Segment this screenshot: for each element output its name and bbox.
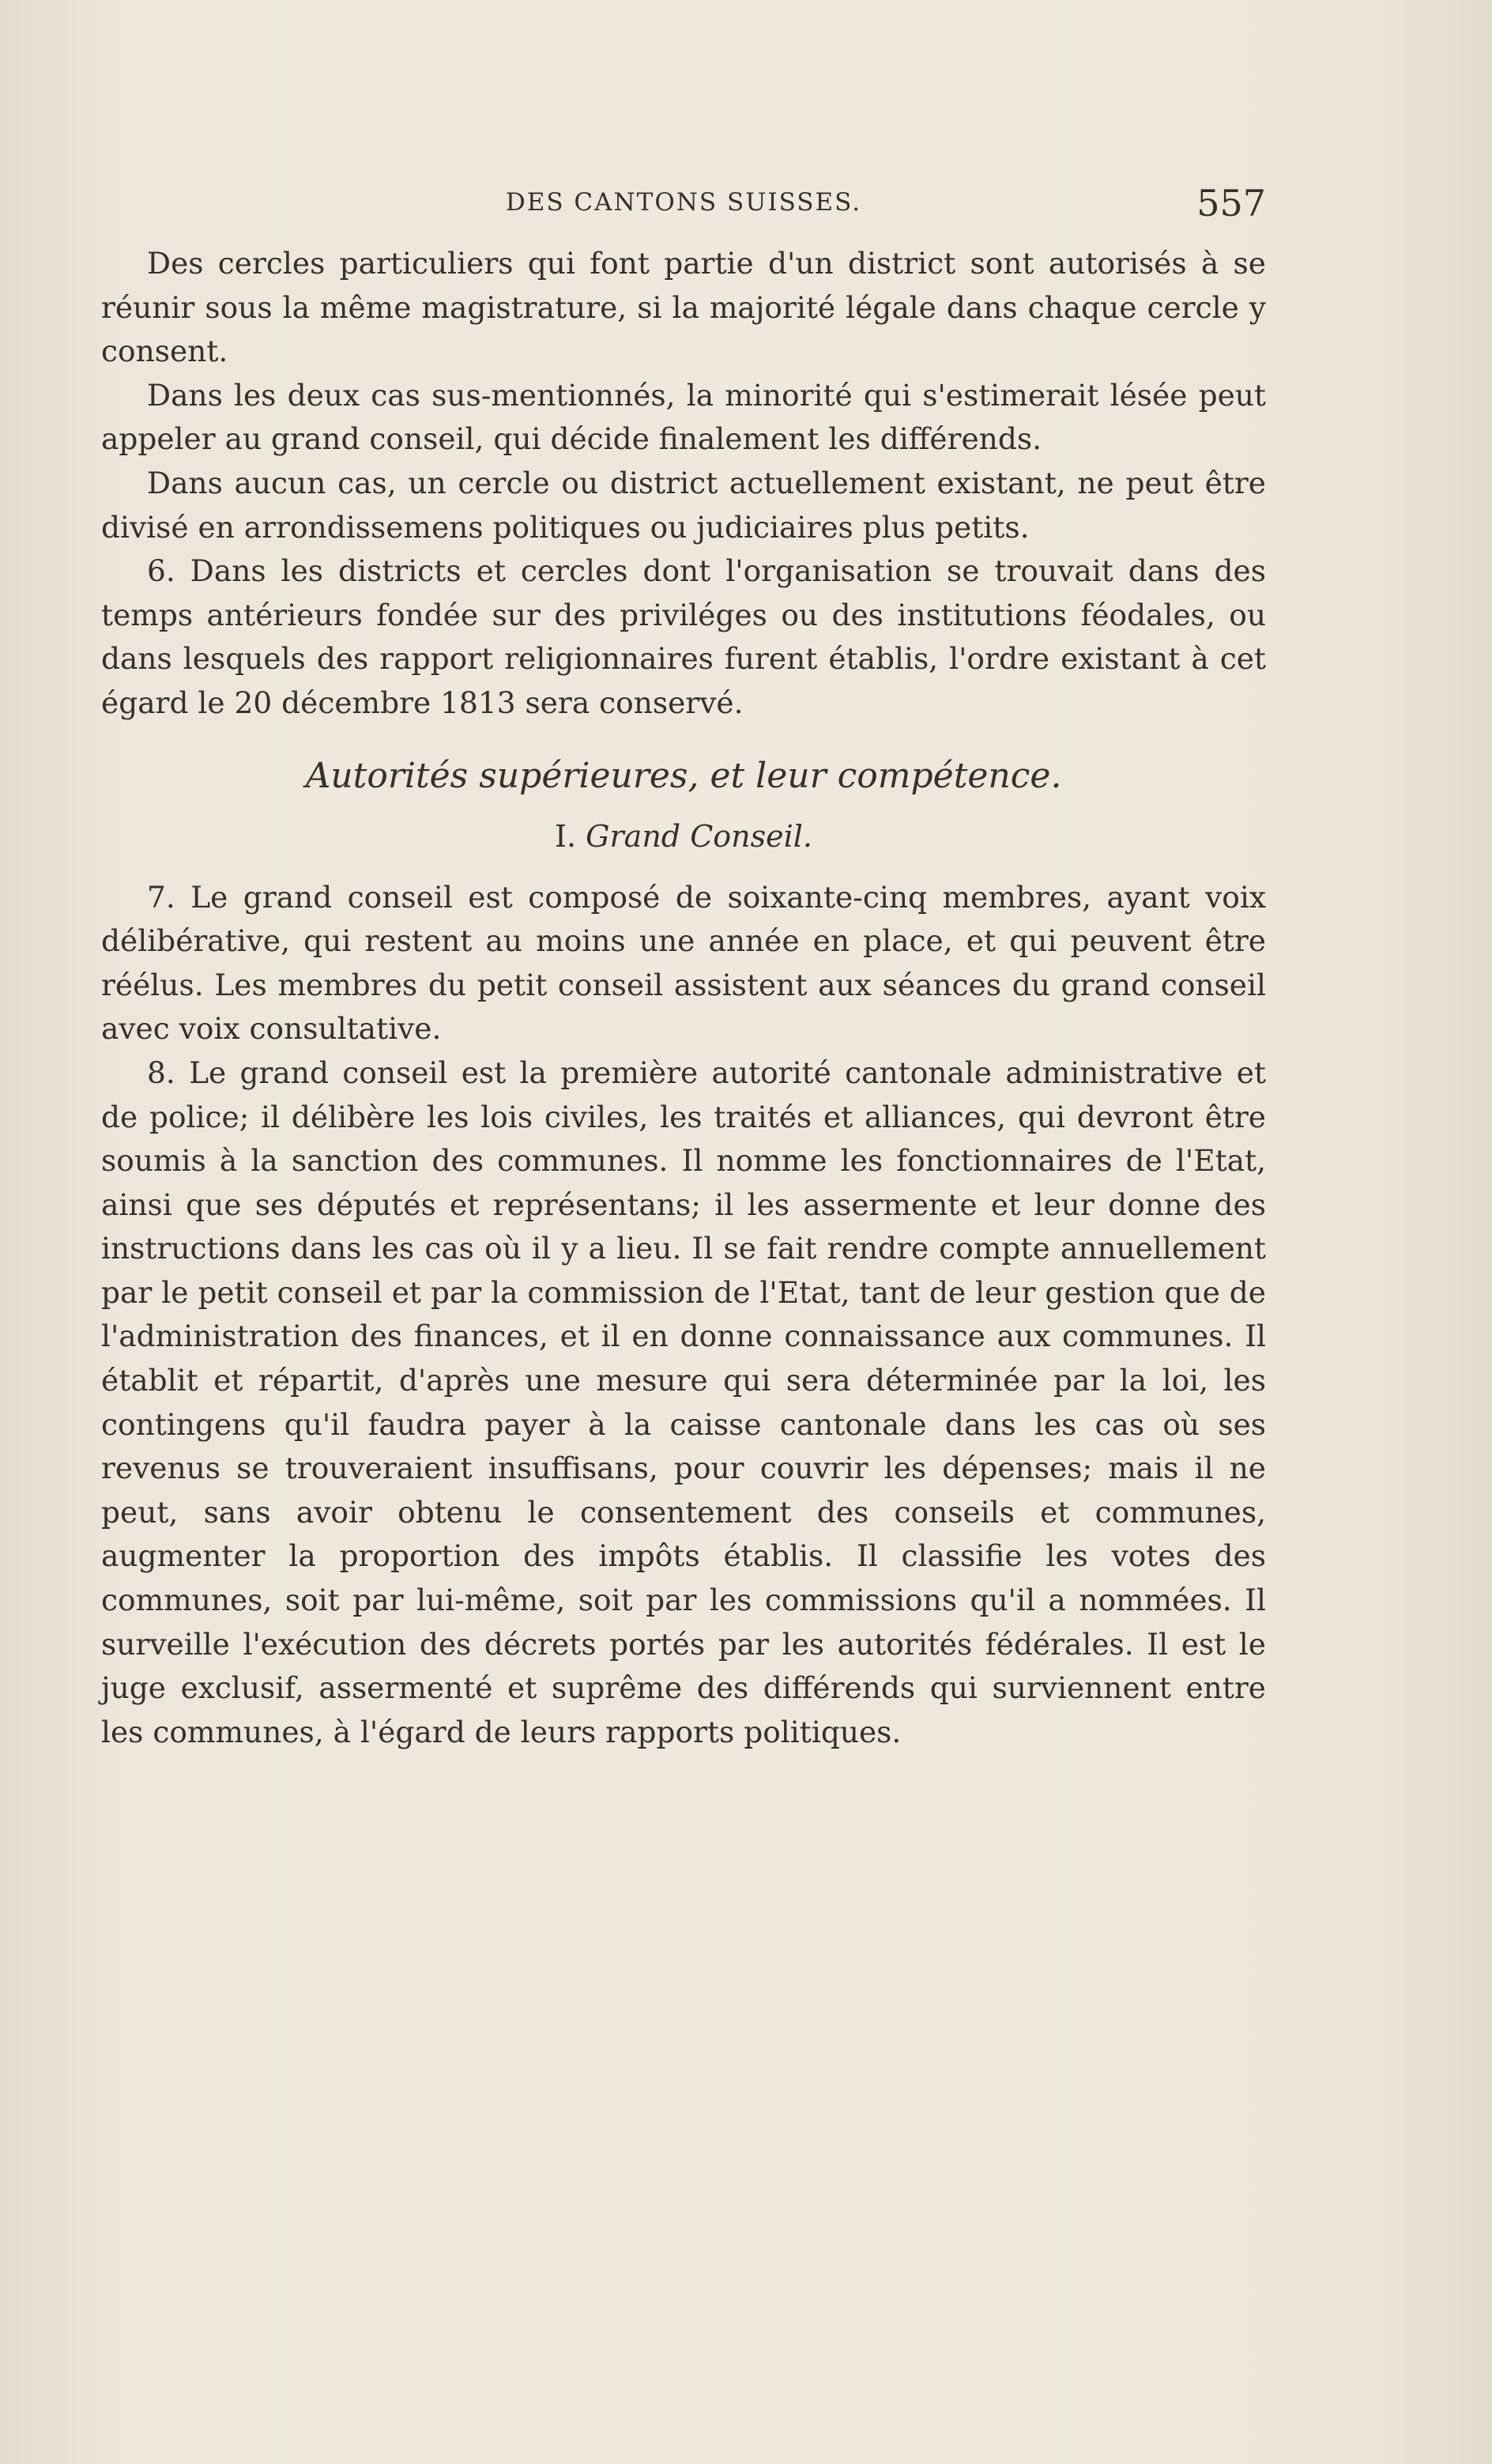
paragraph-minorite: Dans les deux cas sus-mentionnés, la minorité qui s'estimerait lésée peut appeler au grand conseil, qui décide finalement les différends. (101, 377, 1266, 457)
text-block (101, 182, 1266, 1754)
subsection-name: Grand Conseil. (586, 818, 813, 854)
section-title: Autorités supérieures, et leur compétence. (305, 755, 1062, 796)
paragraph-article-8: 8. Le grand conseil est la première autorité cantonale administrative et de police; il délibère les lois civiles, les traités et alliances, qui devront être soumis à la sanction des communes. Il nomme les fonctionnaires de l'Etat, ainsi que ses députés et représentans; il les assermente et leur donne des instructions dans les cas où il y a lieu. Il se fait rendre compte annuellement par le petit conseil et par la commission de l'Etat, tant de leur gestion que de l'administration des finances, et il en donne connaissance aux communes. Il établit et répartit, d'après une mesure qui sera déterminée par la loi, les contingens qu'il faudra payer à la caisse cantonale dans les cas où ses revenus se trouveraient insuffisans, pour couvrir les dépenses; mais il ne peut, sans avoir obtenu le consentement des conseils et communes, augmenter la proportion des impôts établis. Il classifie les votes des communes, soit par lui-même, soit par les commissions qu'il a nommées. Il surveille l'exécution des décrets portés par les autorités fédérales. Il est le juge exclusif, assermenté et suprême des différends qui surviennent entre les communes, à l'égard de leurs rapports politiques. (101, 1055, 1266, 1749)
paragraph-aucun-cas: Dans aucun cas, un cercle ou district actuellement existant, ne peut être divisé en arrondissemens politiques ou judiciaires plus petits. (101, 465, 1266, 545)
page-number: 557 (1196, 182, 1266, 225)
subsection-title (101, 814, 1266, 858)
running-head-title: DES CANTONS SUISSES. (505, 188, 862, 217)
running-head (101, 182, 1266, 237)
paragraph-article-7: 7. Le grand conseil est composé de soixante-cinq membres, ayant voix délibérative, qui restent au moins une année en place, et qui peuvent être réélus. Les membres du petit conseil assistent aux séances du grand conseil avec voix consultative. (101, 879, 1266, 1047)
paragraph-article-6: 6. Dans les districts et cercles dont l'organisation se trouvait dans des temps antérieurs fondée sur des priviléges ou des institutions féodales, ou dans lesquels des rapport religionnaires furent établis, l'ordre existant à cet égard le 20 décembre 1813 sera conservé. (101, 553, 1266, 720)
paragraph-cercles: Des cercles particuliers qui font partie d'un district sont autorisés à se réunir sous la même magistrature, si la majorité légale dans chaque cercle y consent. (101, 246, 1266, 369)
subsection-number: I. (554, 818, 577, 854)
